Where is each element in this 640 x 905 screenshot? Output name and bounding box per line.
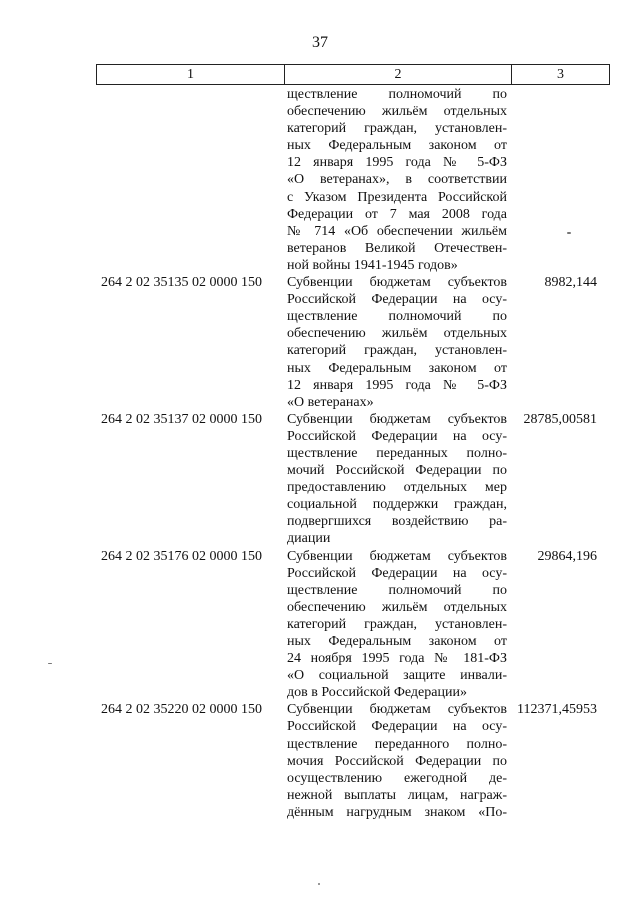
amount-value: 29864,196 bbox=[537, 548, 597, 564]
amount-value: 28785,00581 bbox=[523, 411, 597, 427]
description-line: 12 января 1995 года № 5-ФЗ bbox=[287, 155, 507, 171]
description-line: № 714 «Об обеспечении жильём bbox=[287, 223, 507, 239]
amount-value: 112371,45953 bbox=[517, 702, 597, 718]
description-line: дов в Российской Федерации» bbox=[287, 685, 467, 701]
table-row-continuation bbox=[96, 86, 610, 274]
description-line: мочия Российской Федерации по bbox=[287, 753, 507, 769]
description-cell bbox=[284, 701, 511, 821]
description-line: категорий граждан, установлен- bbox=[287, 121, 507, 137]
scan-speck bbox=[48, 663, 52, 664]
description-line: обеспечению жильём отдельных bbox=[287, 326, 507, 342]
description-line: Субвенции бюджетам субъектов bbox=[287, 411, 507, 427]
budget-code: 264 2 02 35220 02 0000 150 bbox=[101, 702, 262, 718]
description-line: «О ветеранах», в соответствии bbox=[287, 172, 507, 188]
description-cell bbox=[284, 548, 511, 702]
table-body bbox=[96, 86, 610, 821]
description-line: Федерации от 7 мая 2008 года bbox=[287, 206, 507, 222]
description-line: ществление полномочий по bbox=[287, 87, 507, 102]
description-line: ществление полномочий по bbox=[287, 582, 507, 598]
description-line: Субвенции бюджетам субъектов bbox=[287, 702, 507, 718]
budget-code: 264 2 02 35135 02 0000 150 bbox=[101, 275, 262, 291]
amount-cell-empty bbox=[511, 86, 610, 274]
table-header bbox=[96, 64, 610, 85]
description-line: ществление переданных полно- bbox=[287, 445, 507, 461]
description-line: ных Федеральным законом от bbox=[287, 138, 507, 154]
amount-value: 8982,144 bbox=[544, 275, 597, 291]
description-line: Российской Федерации на осу- bbox=[287, 565, 507, 581]
description-line: социальной поддержки граждан, bbox=[287, 497, 507, 513]
description-line: ных Федеральным законом от bbox=[287, 360, 507, 376]
description-line: Российской Федерации на осу- bbox=[287, 719, 507, 735]
description-line: ветеранов Великой Отечествен- bbox=[287, 240, 507, 256]
description-line: осуществлению ежегодной де- bbox=[287, 770, 507, 786]
table-row bbox=[96, 411, 610, 548]
header-col-2: 2 bbox=[285, 65, 512, 84]
description-line: категорий граждан, установлен- bbox=[287, 616, 507, 632]
description-line: подвергшихся воздействию ра- bbox=[287, 514, 507, 530]
description-line: дённым нагрудным знаком «По- bbox=[287, 804, 507, 820]
description-line: 24 ноября 1995 года № 181-ФЗ bbox=[287, 651, 507, 667]
description-line: мочий Российской Федерации по bbox=[287, 463, 507, 479]
description-line: с Указом Президента Российской bbox=[287, 189, 507, 205]
budget-code: 264 2 02 35137 02 0000 150 bbox=[101, 411, 262, 427]
description-line: Российской Федерации на осу- bbox=[287, 428, 507, 444]
table-row bbox=[96, 701, 610, 821]
description-line: категорий граждан, установлен- bbox=[287, 343, 507, 359]
description-line: 12 января 1995 года № 5-ФЗ bbox=[287, 377, 507, 393]
description-line: «О ветеранах» bbox=[287, 394, 374, 410]
budget-code: 264 2 02 35176 02 0000 150 bbox=[101, 548, 262, 564]
code-cell-empty bbox=[96, 86, 284, 274]
description-line: предоставлению отдельных мер bbox=[287, 480, 507, 496]
description-line: обеспечению жильём отдельных bbox=[287, 599, 507, 615]
description-line: нежной выплаты лицам, награж- bbox=[287, 787, 507, 803]
description-cell bbox=[284, 274, 511, 411]
header-col-1: 1 bbox=[97, 65, 285, 84]
scan-speck bbox=[567, 232, 571, 234]
table-row bbox=[96, 274, 610, 411]
description-line: диации bbox=[287, 531, 331, 547]
scan-speck bbox=[318, 883, 320, 885]
description-line: Субвенции бюджетам субъектов bbox=[287, 548, 507, 564]
description-line: ществление переданного полно- bbox=[287, 736, 507, 752]
description-line: ных Федеральным законом от bbox=[287, 634, 507, 649]
description-cell bbox=[284, 411, 511, 548]
description-line: «О социальной защите инвали- bbox=[287, 668, 507, 684]
description-line: Российской Федерации на осу- bbox=[287, 292, 507, 308]
description-line: ной войны 1941-1945 годов» bbox=[287, 257, 458, 273]
table-row bbox=[96, 548, 610, 702]
description-line: обеспечению жильём отдельных bbox=[287, 104, 507, 120]
page-number: 37 bbox=[312, 34, 328, 51]
description-line: ществление полномочий по bbox=[287, 309, 507, 325]
header-col-3: 3 bbox=[557, 67, 564, 82]
description-cell bbox=[284, 86, 511, 274]
description-line: Субвенции бюджетам субъектов bbox=[287, 275, 507, 291]
